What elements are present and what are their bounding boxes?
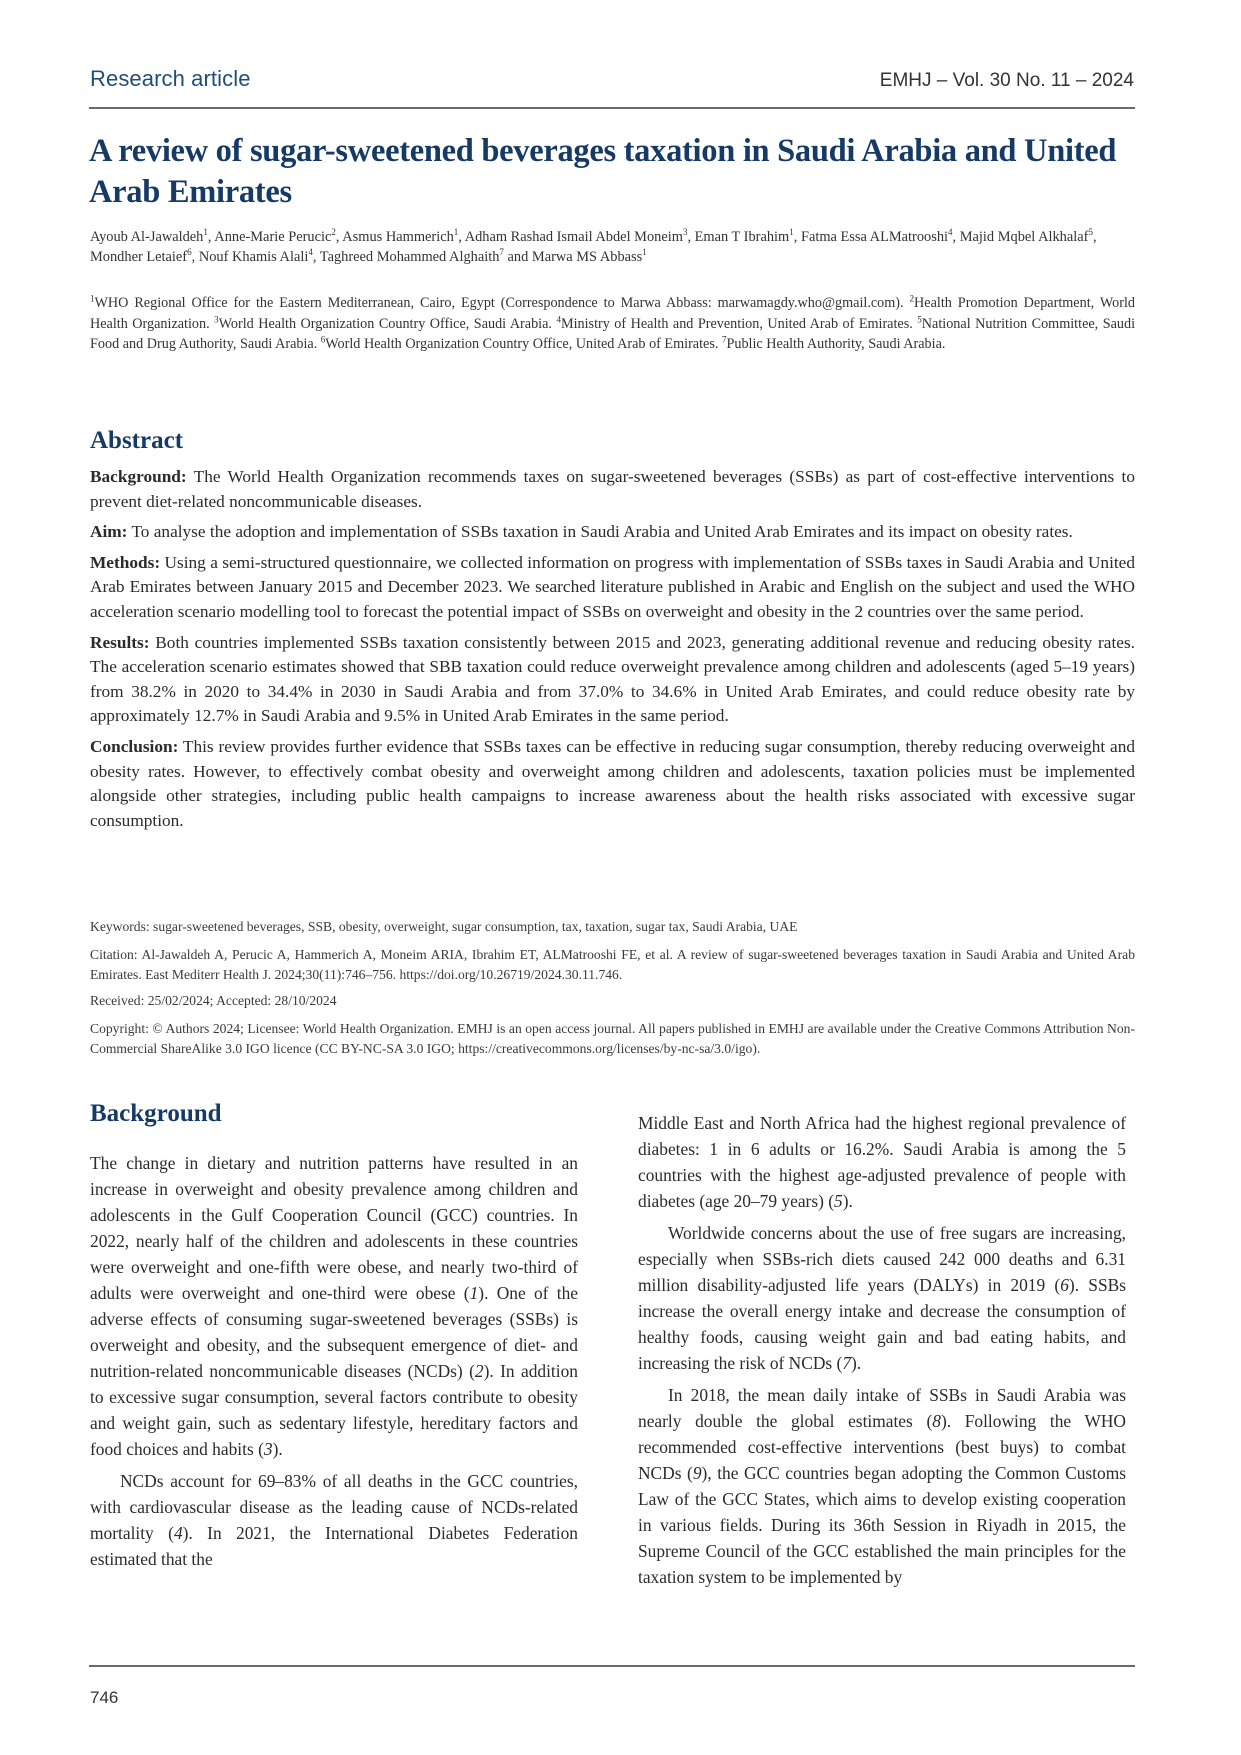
author-name: Marwa MS Abbass [531,249,643,265]
abstract-methods [90,551,1135,625]
body-paragraph [638,1382,1126,1590]
affiliation-text: National Nutrition Committee, Saudi Food and Drug Authority, Saudi Arabia. [90,315,1136,352]
affiliation-number: 4 [556,313,561,324]
abstract-text: To analyse the adoption and implementation of SSBs taxation in Saudi Arabia and United Arab Emirates and its impact on obesity rates. [131,522,1073,542]
footer-divider [89,1665,1135,1667]
received-dates: Received: 25/02/2024; Accepted: 28/10/2024 [90,993,337,1008]
text-run: ). Following the WHO recommended cost-effective interventions (best buys) to combat NCDs ( [638,1411,1126,1483]
author-name: Eman T Ibrahim [694,229,790,245]
affiliation-marker: 7 [499,247,504,258]
affiliation-text: World Health Organization Country Office, Saudi Arabia. [218,315,557,332]
abstract-label: Conclusion: [90,736,179,756]
text-run: NCDs account for 69–83% of all deaths in the GCC countries, with cardiovascular disease as the leading cause of NCDs-related mortality ( [90,1471,578,1543]
reference-link[interactable]: 8 [932,1411,941,1431]
author-name: Mondher Letaief [90,249,188,265]
text-run: The change in dietary and nutrition patterns have resulted in an increase in overweight and obesity prevalence among children and adolescents in the Gulf Cooperation Council (GCC) countries. In 2022, nearly half of the children and adolescents in these countries were overweight and one-fifth were obese, and nearly two-third of adults were overweight and one-third were obese ( [90,1153,578,1303]
reference-link[interactable]: 4 [173,1523,183,1543]
abstract-aim [90,520,1135,545]
running-header [90,66,1134,100]
body-column-right [638,1110,1126,1596]
keywords: Keywords: sugar-sweetened beverages, SSB, obesity, overweight, sugar consumption, tax, taxation, sugar tax, Saudi Arabia, UAE [90,919,798,934]
author-name: Anne-Marie Perucic [214,229,332,245]
abstract-results [90,631,1135,729]
affiliation-marker: 1 [789,227,794,238]
author-list: Ayoub Al-Jawaldeh$^1$, Anne-Marie Perucic$^2$, Asmus Hammerich$^1$, Adham Rashad Ismail Abdel Moneim$^3$, Eman T Ibrahim$^1$, Fatma Essa ALMatrooshi$^4$, Majid Mqbel Alkhalaf$^5$, Mondher Letaief$^6$, Nouf Khamis Alali$^4$, Taghreed Mohammed Alghaith$^7$ and Marwa MS Abbass$^1$ [90,227,1097,265]
body-column-left [90,1150,578,1578]
affiliation-number: 3 [214,313,219,324]
affiliation-marker: 2 [331,227,336,238]
abstract-text: Using a semi-structured questionnaire, we collected information on progress with implementation of SSBs taxes in Saudi Arabia and United Arab Emirates between January 2015 and December 2023. We searched literature published in Arabic and English on the subject and used the WHO acceleration scenario modelling tool to forecast the potential impact of SSBs on overweight and obesity in the 2 countries over the same period. [90,552,1135,621]
journal-reference: EMHJ – Vol. 30 No. 11 – 2024 [879,70,1134,91]
affiliation-marker: 1 [203,227,208,238]
affiliation-text: WHO Regional Office for the Eastern Mediterranean, Cairo, Egypt (Correspondence to Marwa Abbass: marwamagdy.who@gmail.com). [94,295,910,311]
author-name: Taghreed Mohammed Alghaith [319,249,500,265]
affiliation-marker: 1 [642,247,647,258]
affiliation-number: 6 [320,334,326,345]
article-type-label: Research article [90,66,251,91]
author-name: Adham Rashad Ismail Abdel Moneim [464,229,683,245]
page-number: 746 [90,1688,119,1707]
abstract-text: Both countries implemented SSBs taxation consistently between 2015 and 2023, generating additional revenue and reducing obesity rates. The acceleration scenario estimates showed that SBB taxation could reduce overweight prevalence among children and adolescents (aged 5–19 years) from 38.2% in 2020 to 34.4% in 2030 in Saudi Arabia and from 37.0% to 34.6% in United Arab Emirates, and could reduce obesity rate by approximately 12.7% in Saudi Arabia and 9.5% in United Arab Emirates in the same period. [90,632,1135,726]
text-run: ), the GCC countries began adopting the Common Customs Law of the GCC States, which aims to develop existing cooperation in various fields. During its 36th Session in Riyadh in 2015, the Supreme Council of the GCC established the main principles for the taxation system to be implemented by [638,1463,1127,1587]
text-run: ). [272,1439,283,1459]
text-run: ). SSBs increase the overall energy intake and decrease the consumption of healthy foods, causing weight gain and bad eating habits, and increasing the risk of NCDs ( [638,1275,1127,1373]
affiliation-list [90,293,1135,355]
body-paragraph [638,1220,1126,1376]
text-run: ). In addition to excessive sugar consumption, several factors contribute to obesity and weight gain, such as sedentary lifestyle, hereditary factors and food choices and habits ( [90,1361,578,1459]
reference-link[interactable]: 3 [263,1439,273,1459]
affiliation-number: 7 [721,334,727,345]
affiliation-number: 5 [917,313,922,324]
affiliation-number: 2 [909,293,915,304]
abstract-conclusion [90,735,1135,833]
article-title: A review of sugar-sweetened beverages taxation in Saudi Arabia and United Arab Emirates [89,133,1117,210]
abstract-label: Aim: [90,522,128,542]
author-name: Nouf Khamis Alali [198,249,309,265]
affiliation-marker: 5 [1088,227,1093,238]
text-run: Worldwide concerns about the use of free sugars are increasing, especially when SSBs-rich diets caused 242 000 deaths and 6.31 million disability-adjusted life years (DALYs) in 2019 ( [638,1223,1126,1295]
abstract-text: This review provides further evidence that SSBs taxes can be effective in reducing sugar consumption, thereby reducing overweight and obesity rates. However, to effectively combat obesity and overweight among children and adolescents, taxation policies must be implemented alongside other strategies, including public health campaigns to increase awareness about the health risks associated with excessive sugar consumption. [90,736,1136,830]
reference-link[interactable]: 2 [474,1361,484,1381]
citation: Citation: Al-Jawaldeh A, Perucic A, Hammerich A, Moneim ARIA, Ibrahim ET, ALMatrooshi FE, et al. A review of sugar-sweetened beverages taxation in Saudi Arabia and United Arab Emirates. East Mediterr Health J. 2024;30(11):746–756. https://doi.org/10.26719/2024.30.11.746. [90,947,1135,982]
abstract-label: Methods: [90,552,161,572]
affiliation-text: Public Health Authority, Saudi Arabia. [726,336,946,352]
reference-link[interactable]: 1 [469,1283,479,1303]
reference-link[interactable]: 6 [1060,1275,1069,1295]
affiliation-marker: 4 [308,247,313,258]
affiliation-text: Ministry of Health and Prevention, United Arab of Emirates. [560,315,918,332]
abstract-body [90,465,1135,839]
affiliation-text: World Health Organization Country Office, United Arab of Emirates. [325,336,722,352]
copyright-notice: Copyright: © Authors 2024; Licensee: World Health Organization. EMHJ is an open access journal. All papers published in EMHJ are available under the Creative Commons Attribution Non-Commercial ShareAlike 3.0 IGO licence (CC BY-NC-SA 3.0 IGO; https://creativecommons.org/licenses/by-nc-sa/3.0/igo). [90,1021,1135,1056]
author-name: Fatma Essa ALMatrooshi [800,229,949,245]
body-paragraph [638,1110,1126,1214]
affiliation-marker: 4 [948,227,953,238]
text-run: ). [851,1353,862,1373]
abstract-label: Background: [90,467,187,486]
body-paragraph [90,1468,578,1572]
affiliation-number: 1 [90,293,95,304]
affiliation-text: Health Promotion Department, World Health Organization. [90,295,1135,332]
abstract-background [90,465,1135,514]
abstract-heading: Abstract [90,427,184,454]
text-run: ). In 2021, the International Diabetes Federation estimated that the [90,1523,578,1569]
text-run: ). [842,1191,853,1211]
affiliation-marker: 6 [187,247,192,258]
abstract-text: The World Health Organization recommends taxes on sugar-sweetened beverages (SSBs) as part of cost-effective interventions to prevent diet-related noncommunicable diseases. [90,467,1135,511]
header-divider [89,107,1135,109]
text-run: Middle East and North Africa had the highest regional prevalence of diabetes: 1 in 6 adults or 16.2%. Saudi Arabia is among the 5 countries with the highest age-adjusted prevalence of people with diabetes (age 20–79 years) ( [638,1113,1126,1211]
author-name: Asmus Hammerich [342,229,454,245]
affiliation-marker: 3 [682,227,688,238]
abstract-label: Results: [90,632,150,652]
affiliation-marker: 1 [453,227,459,238]
author-name: Ayoub Al-Jawaldeh [90,229,204,245]
text-run: ). One of the adverse effects of consuming sugar-sweetened beverages (SSBs) is overweight and obesity, and the subsequent emergence of diet- and nutrition-related noncommunicable diseases (NCDs) ( [90,1283,578,1381]
reference-link[interactable]: 9 [692,1463,702,1483]
reference-link[interactable]: 7 [842,1353,852,1373]
author-name: Majid Mqbel Alkhalaf [959,229,1089,245]
text-run: In 2018, the mean daily intake of SSBs in Saudi Arabia was nearly double the global estimates ( [638,1385,1126,1431]
reference-link[interactable]: 5 [834,1191,843,1211]
background-heading: Background [90,1100,222,1127]
body-paragraph [90,1150,578,1462]
